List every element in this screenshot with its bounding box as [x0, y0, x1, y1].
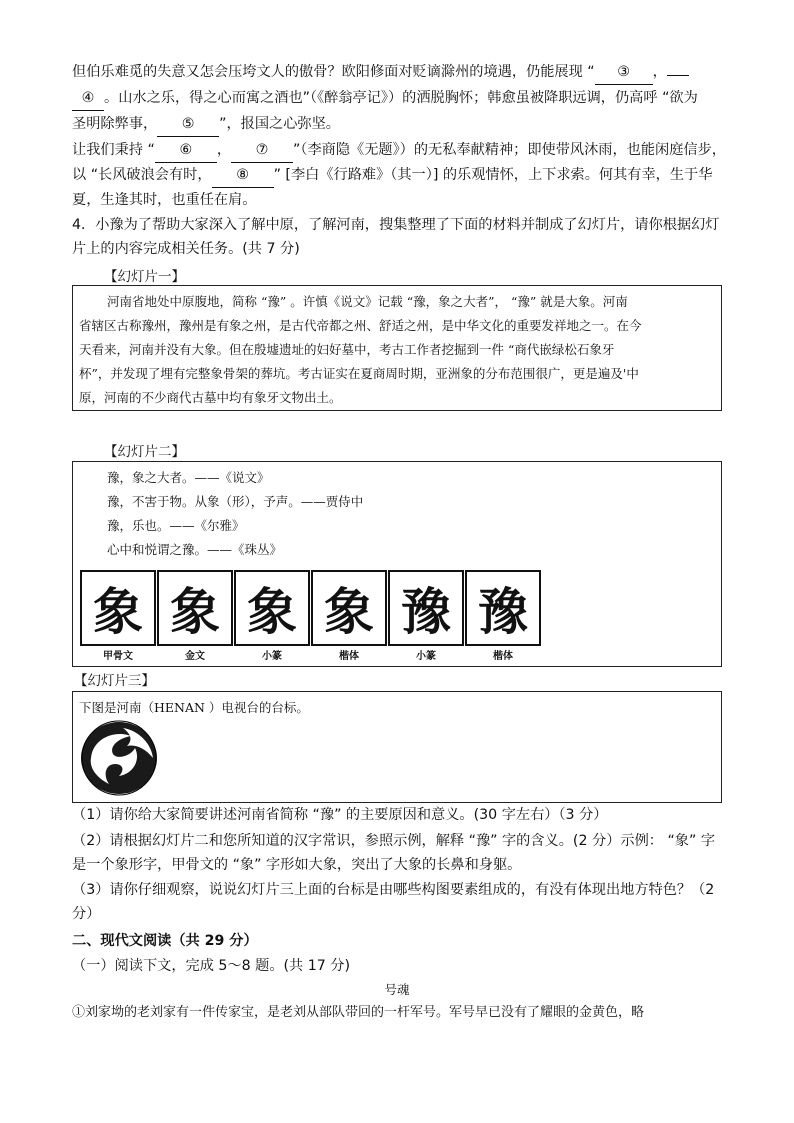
sub-question-3-line: （3）请你仔细观察，说说幻灯片三上面的台标是由哪些构图要素组成的，有没有体现出地方特色？（2: [72, 882, 715, 898]
glyph-caption: 小篆: [262, 651, 282, 662]
blank-4[interactable]: ④: [72, 86, 104, 111]
slide-1-text: 天看来，河南并没有大象。但在殷墟遗址的妇好墓中，考古工作者挖掘到一件 “商代嵌绿松石象牙: [79, 342, 615, 357]
glyph-caption: 楷体: [339, 651, 359, 662]
glyph-small-seal-yu-image: 豫: [388, 570, 464, 646]
paragraph-line: 夏，生逢其时，也重任在肩。: [72, 192, 257, 208]
glyph-oracle-bone-image: 象: [80, 570, 156, 646]
sub-question-2-line: 是一个象形字，甲骨文的 “象” 字形如大象，突出了大象的长鼻和身躯。: [72, 857, 522, 873]
glyph-caption: 金文: [185, 651, 205, 662]
question-4-line: 片上的内容完成相关任务。(共 7 分): [72, 241, 300, 257]
glyph-caption: 楷体: [493, 651, 513, 662]
slide-1-text: 省辖区古称豫州，豫州是有象之州，是古代帝都之州、舒适之州，是中华文化的重要发祥地之一。在今: [79, 318, 642, 333]
slide-1-text: 原，河南的不少商代古墓中均有象牙文物出土。: [79, 390, 342, 405]
slide-3-text: 下图是河南（HENAN ）电视台的台标。: [79, 700, 309, 715]
glyph-regular-yu-image: 豫: [465, 570, 541, 646]
blank-4-start[interactable]: [667, 75, 689, 76]
sub-question-2-line: （2）请根据幻灯片二和您所知道的汉字常识，参照示例，解释 “豫” 字的含义。(2 分）示例： “象” 字: [72, 833, 716, 849]
paragraph-line: 让我们秉持 “ ⑥ ， ⑦ ”（李商隐《无题》）的无私奉献精神；即使带风沐雨，也能闲庭信步，: [72, 138, 720, 163]
glyph-small-seal-image: 象: [234, 570, 310, 646]
section-title: 二、现代文阅读（共 29 分）: [72, 933, 258, 949]
glyph-caption: 甲骨文: [103, 651, 133, 662]
slide-2-label: 【幻灯片二】: [104, 444, 185, 460]
article-first-line: ①刘家坳的老刘家有一件传家宝，是老刘从部队带回的一杆军号。军号早已没有了耀眼的金黄色，略: [72, 1005, 645, 1020]
glyph-bronze-image: 象: [157, 570, 233, 646]
paragraph-line: 但伯乐难觅的失意又怎会压垮文人的傲骨？欧阳修面对贬谪滁州的境遇，仍能展现 “ ③ ，: [72, 60, 720, 85]
slide-1-text: 河南省地处中原腹地，简称 “豫” 。许慎《说文》记载 “豫，象之大者”， “豫” 就是大象。河南: [107, 294, 628, 309]
henan-tv-logo-image: [79, 720, 159, 796]
paragraph-line: 以 “长风破浪会有时， ⑧ ” [李白《行路难》（其一）] 的乐观情怀，上下求索。何其有幸，生于华: [72, 163, 720, 188]
blank-3[interactable]: ③: [595, 60, 653, 85]
blank-5[interactable]: ⑤: [157, 112, 219, 137]
slide-2-quote: 心中和悦谓之豫。——《珠丛》: [107, 542, 283, 557]
section-subtitle: （一）阅读下文，完成 5～8 题。(共 17 分): [72, 958, 351, 974]
slide-3-label: 【幻灯片三】: [74, 673, 155, 689]
slide-1-label: 【幻灯片一】: [104, 269, 185, 285]
slide-2-quote: 豫，象之大者。——《说文》: [107, 470, 270, 485]
sub-question-1: （1）请你给大家简要讲述河南省简称 “豫” 的主要原因和意义。(30 字左右）（3 分）: [72, 807, 608, 823]
slide-1-text: 杯”，并发现了埋有完整象骨架的葬坑。考古证实在夏商周时期，亚洲象的分布范围很广，更是遍及'中: [79, 366, 639, 381]
slide-2-quote: 豫，不害于物。从象（形），予声。——贾侍中: [107, 494, 364, 509]
slide-2-quote: 豫，乐也。——《尔雅》: [107, 518, 245, 533]
glyph-caption: 小篆: [416, 651, 436, 662]
character-evolution-strip: [80, 570, 540, 660]
blank-6[interactable]: ⑥: [155, 138, 217, 163]
glyph-regular-image: 象: [311, 570, 387, 646]
question-4-line: 4．小豫为了帮助大家深入了解中原，了解河南，搜集整理了下面的材料并制成了幻灯片，请你根据幻灯: [72, 217, 720, 233]
slide-3-box: [72, 691, 722, 803]
slide-1-box: [72, 285, 722, 411]
article-title: 号魂: [384, 982, 410, 997]
blank-7[interactable]: ⑦: [231, 138, 293, 163]
paragraph-line: 圣明除弊事， ⑤ ”，报国之心弥坚。: [72, 112, 720, 137]
sub-question-3-line: 分）: [72, 906, 101, 922]
paragraph-line: ④ 。山水之乐，得之心而寓之酒也”（《醉翁亭记》）的洒脱胸怀；韩愈虽被降职远调，仍高呼 “欲为: [72, 86, 720, 111]
blank-8[interactable]: ⑧: [212, 163, 274, 188]
